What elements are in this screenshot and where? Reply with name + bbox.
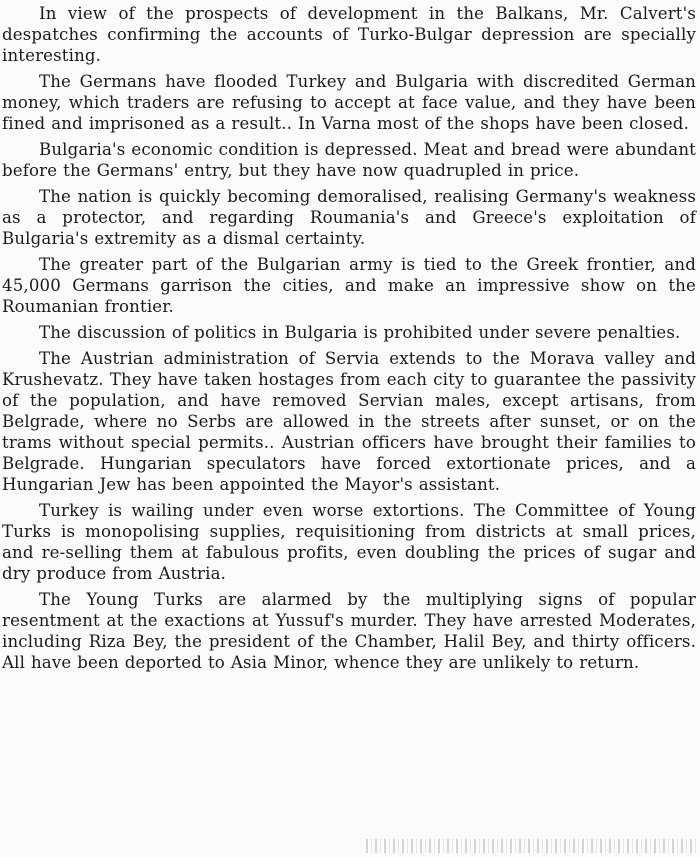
paragraph-balkans-intro: In view of the prospects of development in the Balkans, Mr. Calvert's despatches confirming the accounts of Turko-Bulgar depression are specially interesting. bbox=[2, 4, 696, 65]
print-noise-mark bbox=[366, 839, 696, 853]
paragraph-turkey-extortions: Turkey is wailing under even worse extortions. The Committee of Young Turks is monopolising supplies, requisitioning from districts at small prices, and re-selling them at fabulous profits, even doubling the prices of sugar and dry produce from Austria. bbox=[2, 501, 696, 583]
paragraph-young-turks: The Young Turks are alarmed by the multiplying signs of popular resentment at the exactions at Yussuf's murder. They have arrested Moderates, including Riza Bey, the president of the Chamber, Halil Bey, and thirty officers. All have been deported to Asia Minor, whence they are unlikely to return. bbox=[2, 590, 696, 672]
paragraph-bulgarian-army: The greater part of the Bulgarian army is tied to the Greek frontier, and 45,000 Germans garrison the cities, and make an impressive show on the Roumanian frontier. bbox=[2, 255, 696, 316]
paragraph-german-money: The Germans have flooded Turkey and Bulgaria with discredited German money, which traders are refusing to accept at face value, and they have been fined and imprisoned as a result.. In Varna most of the shops have been closed. bbox=[2, 72, 696, 133]
paragraph-politics-prohibited: The discussion of politics in Bulgaria is prohibited under severe penalties. bbox=[39, 323, 681, 342]
paragraph-demoralisation: The nation is quickly becoming demoralised, realising Germany's weakness as a protector, and regarding Roumania's and Greece's exploitation of Bulgaria's extremity as a dismal certainty. bbox=[2, 187, 696, 248]
paragraph-servia-administration: The Austrian administration of Servia extends to the Morava valley and Krushevatz. They have taken hostages from each city to guarantee the passivity of the population, and have removed Servian males, except artisans, from Belgrade, where no Serbs are allowed in the streets after sunset, or on the trams without special permits.. Austrian officers have brought their families to Belgrade. Hungarian speculators have forced extortionate prices, and a Hungarian Jew has been appointed the Mayor's assistant. bbox=[2, 349, 696, 494]
paragraph-bulgaria-economy: Bulgaria's economic condition is depressed. Meat and bread were abundant before the Germans' entry, but they have now quadrupled in price. bbox=[2, 140, 696, 180]
